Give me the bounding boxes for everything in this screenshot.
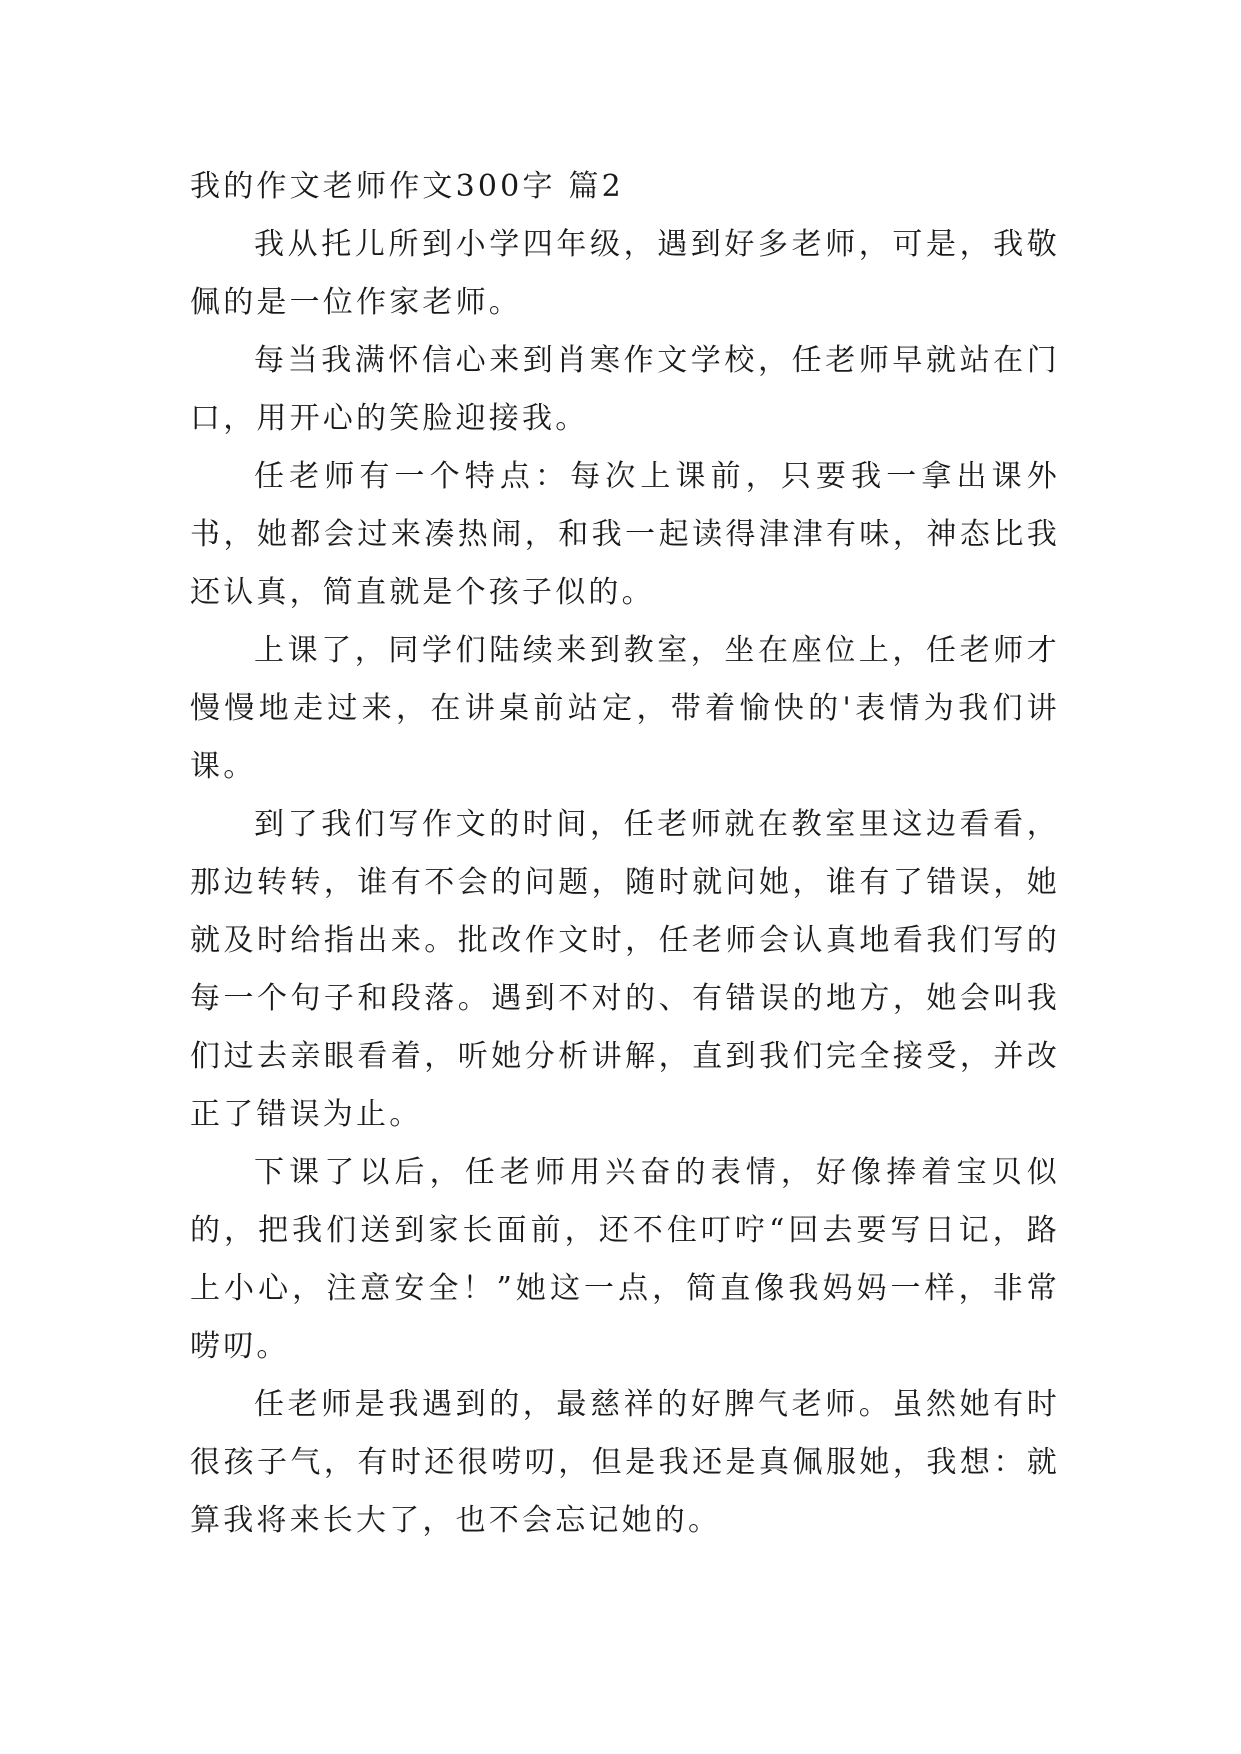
paragraph-4: 上课了，同学们陆续来到教室，坐在座位上，任老师才慢慢地走过来，在讲桌前站定，带着愉快的'表情为我们讲课。 <box>190 633 1060 784</box>
document-title: 我的作文老师作文300字 篇2 <box>190 169 624 204</box>
paragraph-7: 任老师是我遇到的，最慈祥的好脾气老师。虽然她有时很孩子气，有时还很唠叨，但是我还是真佩服她，我想：就算我将来长大了，也不会忘记她的。 <box>190 1387 1060 1538</box>
paragraph-2: 每当我满怀信心来到肖寒作文学校，任老师早就站在门口，用开心的笑脸迎接我。 <box>190 343 1060 436</box>
paragraph-6: 下课了以后，任老师用兴奋的表情，好像捧着宝贝似的，把我们送到家长面前，还不住叮咛“回去要写日记，路上小心，注意安全！”她这一点，简直像我妈妈一样，非常唠叨。 <box>190 1155 1060 1364</box>
paragraph-5: 到了我们写作文的时间，任老师就在教室里这边看看，那边转转，谁有不会的问题，随时就问她，谁有了错误，她就及时给指出来。批改作文时，任老师会认真地看我们写的每一个句子和段落。遇到不对的、有错误的地方，她会叫我们过去亲眼看着，听她分析讲解，直到我们完全接受，并改正了错误为止。 <box>190 807 1060 1132</box>
paragraph-3: 任老师有一个特点：每次上课前，只要我一拿出课外书，她都会过来凑热闹，和我一起读得津津有味，神态比我还认真，简直就是个孩子似的。 <box>190 459 1060 610</box>
document-body <box>190 158 1060 1550</box>
paragraph-1: 我从托儿所到小学四年级，遇到好多老师，可是，我敬佩的是一位作家老师。 <box>190 227 1060 320</box>
